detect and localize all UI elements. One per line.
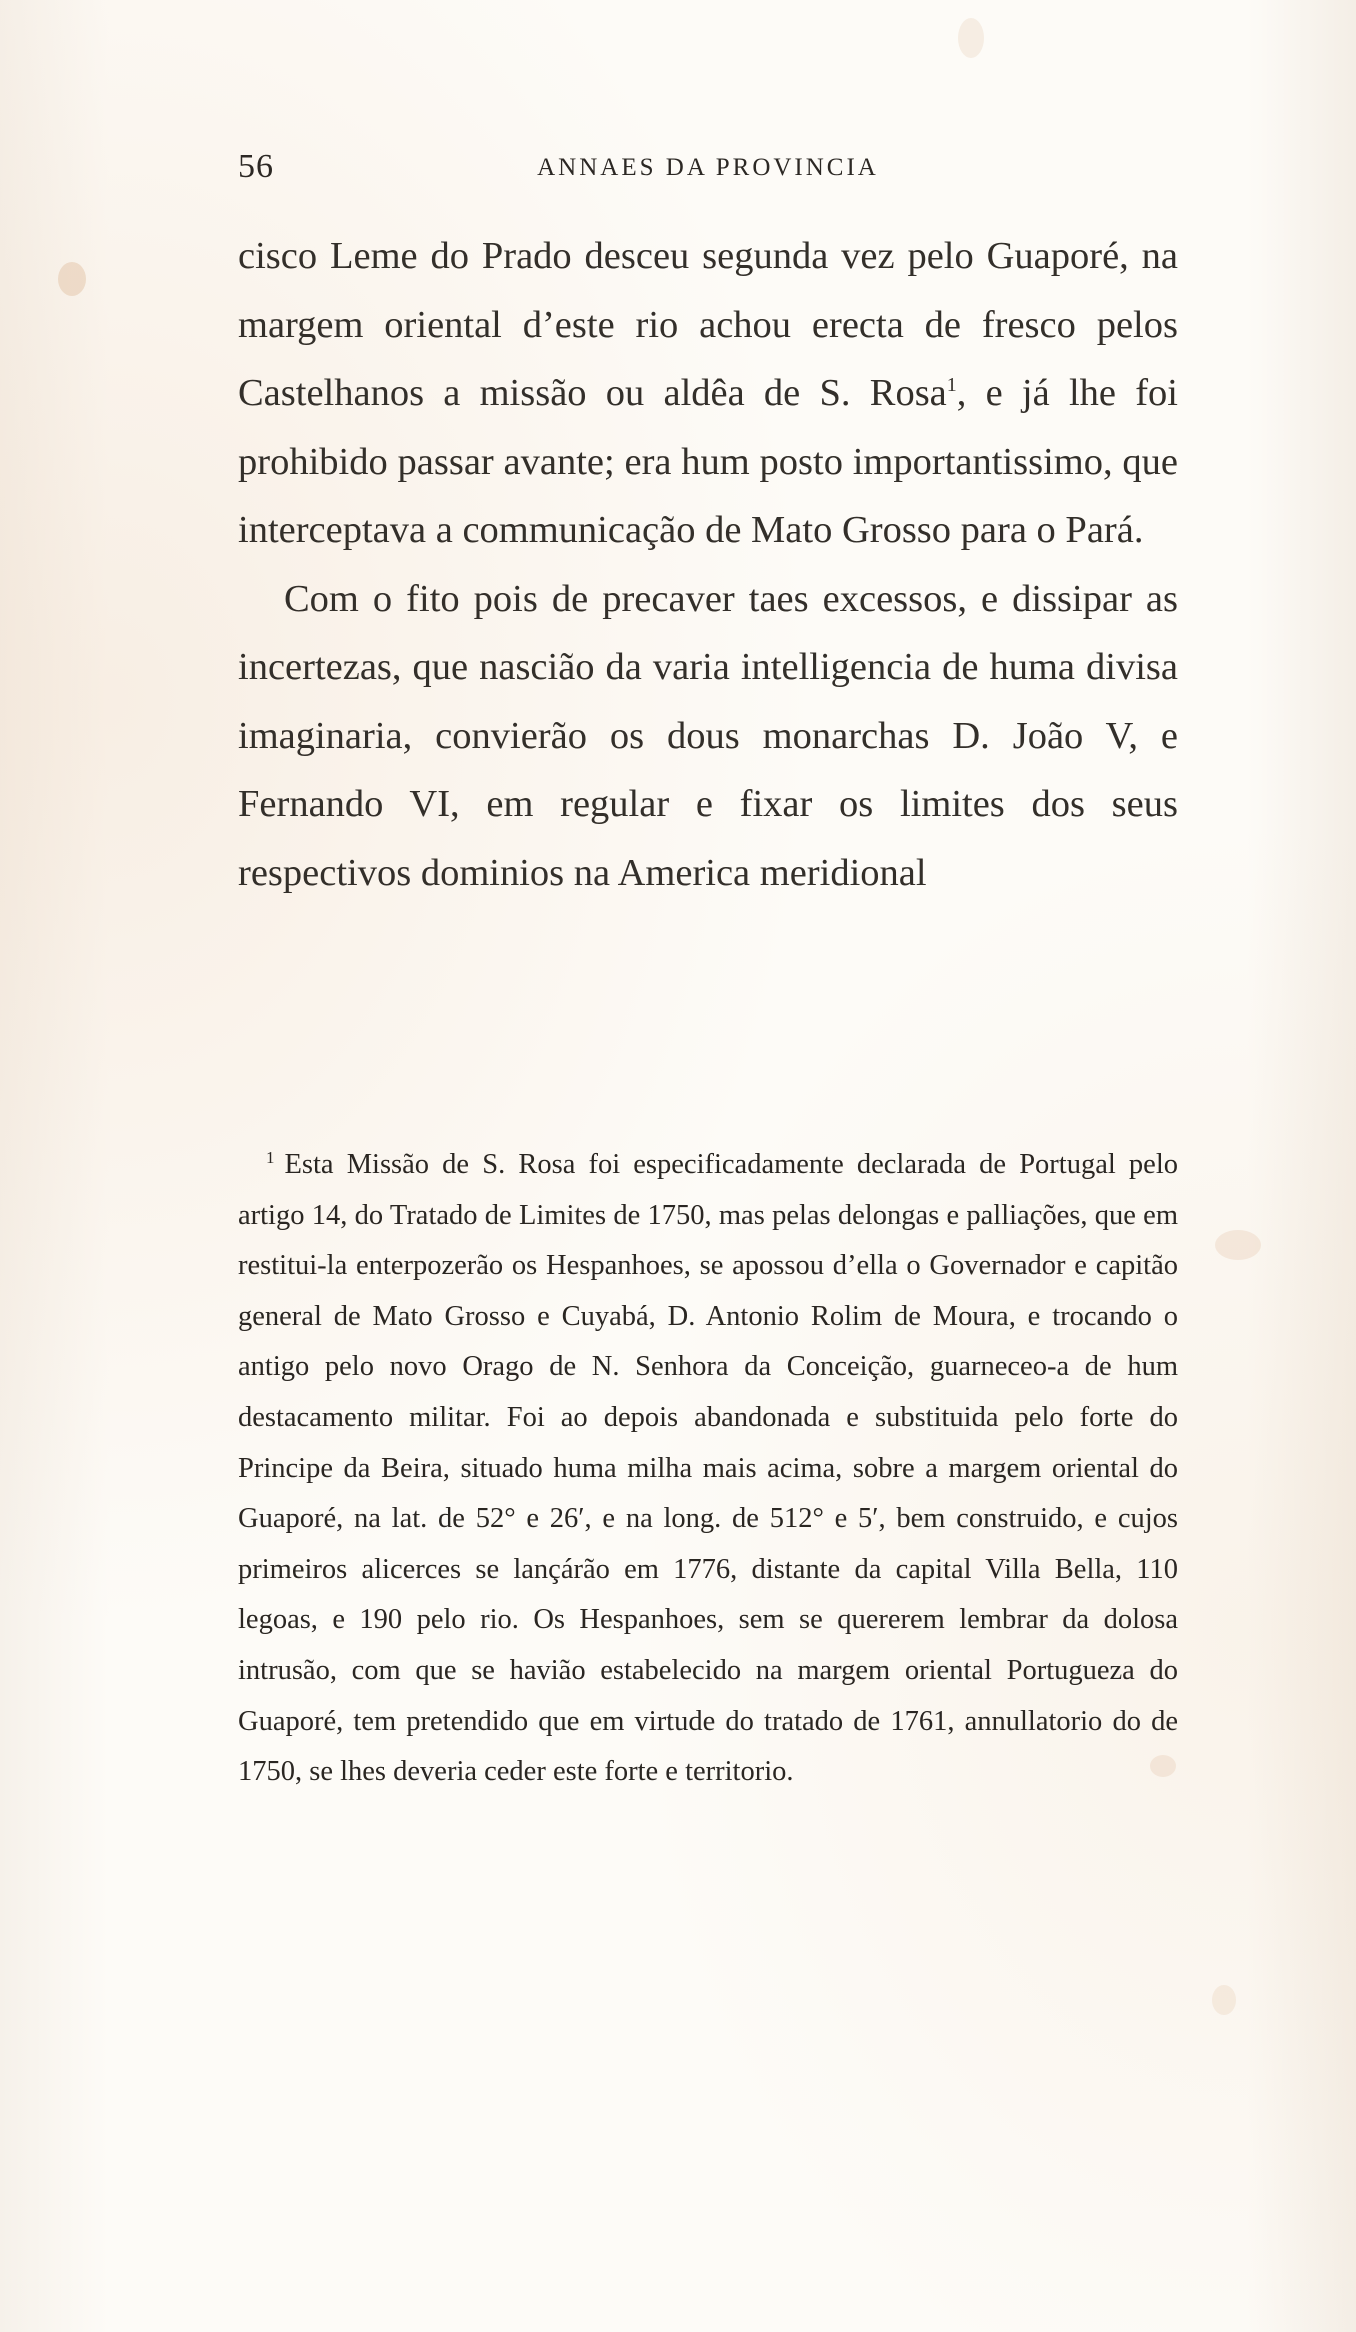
footnote-mark: 1 (266, 1147, 275, 1167)
paragraph: Com o fito pois de precaver taes excessos, e dissipar as incertezas, que nascião da varia intelligencia de huma divisa imaginaria, convierão os dous monarchas D. João V, e Fernando VI, em regular e fixar os limites dos seus respectivos dominios na America meridional (238, 577, 1178, 894)
paragraph (238, 222, 1178, 565)
page-number: 56 (238, 148, 274, 185)
paragraph-text: cisco Leme do Prado desceu segunda vez pelo Guaporé, na margem oriental d’este rio achou erecta de fresco pelos Castelhanos a missão ou aldêa de S. Rosa (238, 235, 1178, 414)
paper-stain (958, 18, 984, 58)
paper-stain (1215, 1230, 1261, 1260)
paper-stain (58, 262, 86, 296)
page-header (238, 148, 1178, 188)
paragraph-text: , e já lhe foi prohibido passar avante; era hum posto importantissimo, que interceptava a communicação de Mato Grosso para o Pará. (238, 372, 1178, 551)
footnote (238, 1140, 1178, 1798)
main-text (238, 222, 1178, 907)
footnote-reference: 1 (946, 374, 957, 397)
running-title: ANNAES DA PROVINCIA (537, 154, 879, 181)
footnote-text: Esta Missão de S. Rosa foi especificadamente declarada de Portugal pelo artigo 14, do Tratado de Limites de 1750, mas pelas delongas e palliações, que em restitui-la enterpozerão os Hespanhoes, se apossou d’ella o Governador e capitão general de Mato Grosso e Cuyabá, D. Antonio Rolim de Moura, e trocando o antigo pelo novo Orago de N. Senhora da Conceição, guarneceo-a de hum destacamento militar. Foi ao depois abandonada e substituida pelo forte do Principe da Beira, situado huma milha mais acima, sobre a margem oriental do Guaporé, na lat. de 52° e 26′, e na long. de 512° e 5′, bem construido, e cujos primeiros alicerces se lançárão em 1776, distante da capital Villa Bella, 110 legoas, e 190 pelo rio. Os Hespanhoes, sem se quererem lembrar da dolosa intrusão, com que se havião estabelecido na margem oriental Portugueza do Guaporé, tem pretendido que em virtude do tratado de 1761, annullatorio do de 1750, se lhes deveria ceder este forte e territorio. (238, 1149, 1178, 1788)
paper-stain (1212, 1985, 1236, 2015)
